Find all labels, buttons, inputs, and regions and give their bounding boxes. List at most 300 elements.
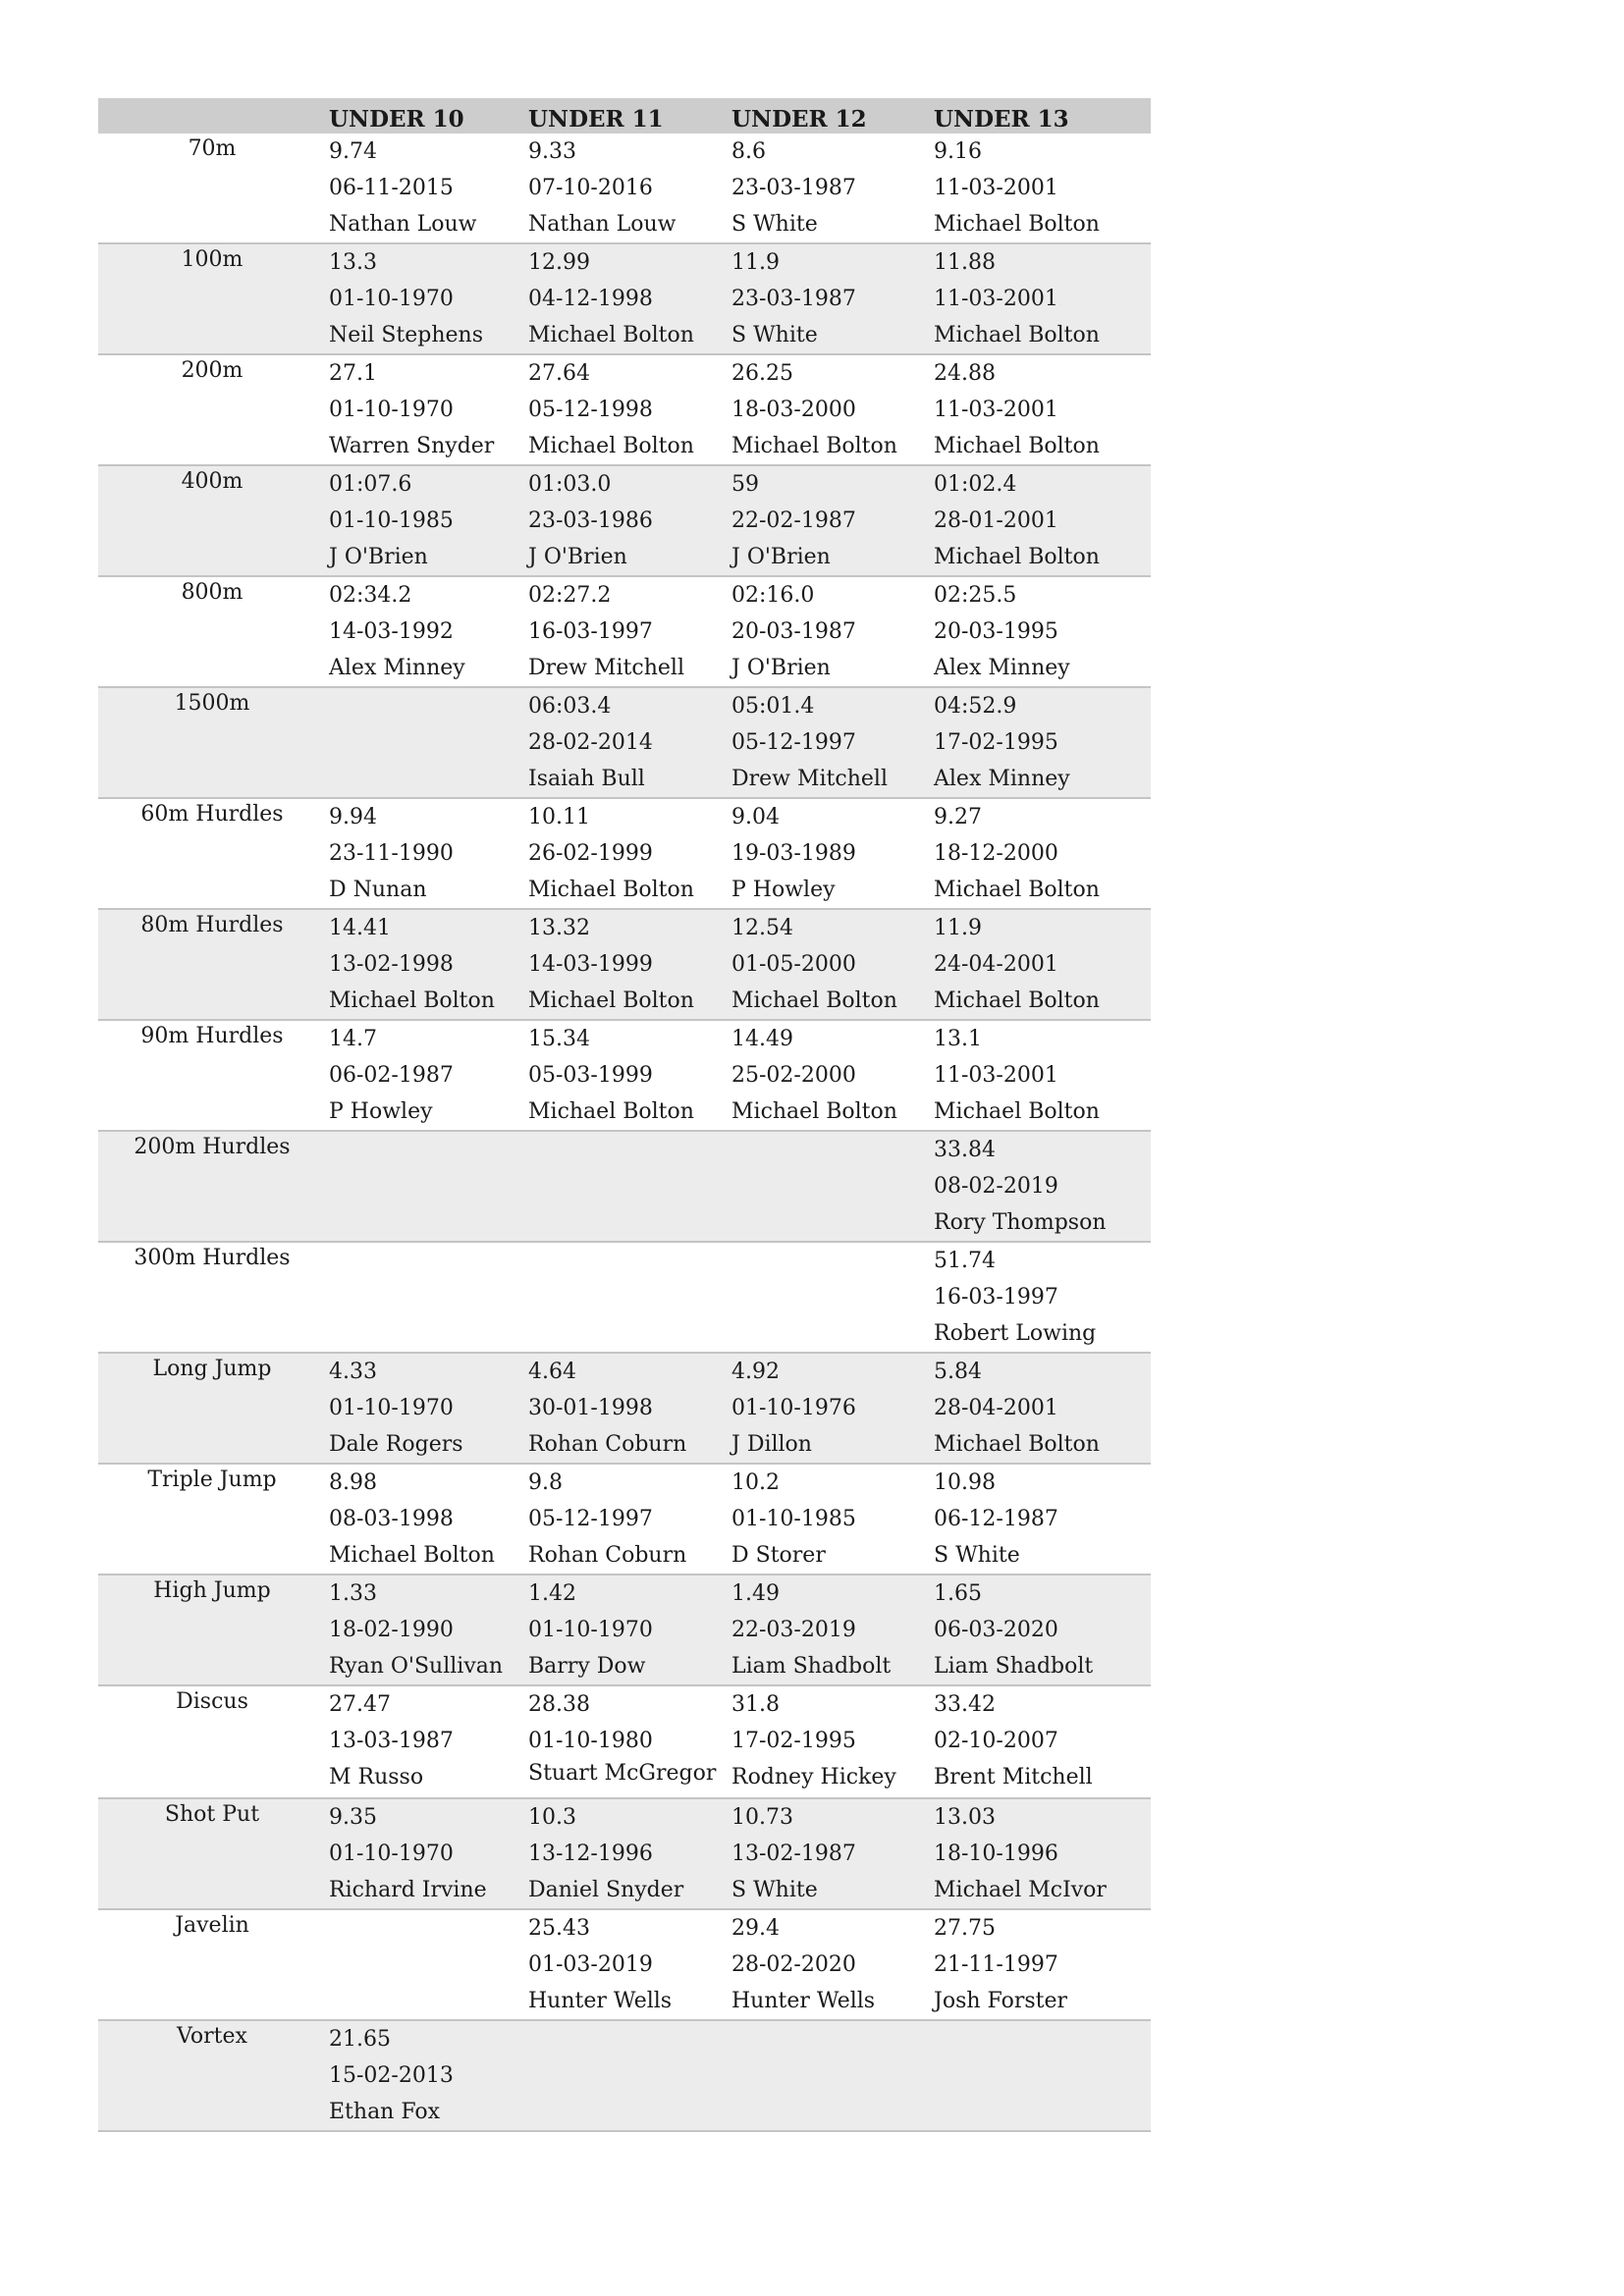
- event-name: 300m Hurdles: [134, 1246, 291, 1270]
- record-mark: 1.49: [731, 1581, 780, 1606]
- record-name: Michael Bolton: [528, 323, 694, 347]
- record-cell: [326, 1575, 525, 1684]
- record-cell: [729, 799, 931, 908]
- event-name: Discus: [176, 1689, 248, 1714]
- record-date: 05-12-1998: [528, 398, 653, 422]
- record-mark: 33.42: [934, 1692, 996, 1717]
- table-header: [98, 98, 1151, 133]
- record-cell: [525, 133, 729, 242]
- record-name: Nathan Louw: [528, 212, 677, 237]
- record-date: 17-02-1995: [731, 1729, 856, 1753]
- event-name: 200m: [181, 358, 244, 383]
- table-row: [98, 910, 1151, 1021]
- record-name: Michael Bolton: [934, 1099, 1100, 1124]
- record-cell: [729, 688, 931, 797]
- record-mark: 11.88: [934, 250, 996, 275]
- record-date: 11-03-2001: [934, 1063, 1058, 1088]
- record-cell: [729, 1354, 931, 1463]
- record-mark: 14.41: [329, 916, 391, 940]
- record-cell: [525, 2021, 729, 2130]
- record-mark: [326, 1132, 525, 1168]
- record-cell: [525, 1686, 729, 1797]
- record-name: S White: [731, 212, 818, 237]
- table-row: [98, 1686, 1151, 1799]
- record-cell: [931, 1799, 1151, 1908]
- record-cell: [729, 1910, 931, 2019]
- record-name: Neil Stephens: [329, 323, 483, 347]
- record-name: [931, 2094, 1151, 2130]
- record-cell: [729, 1686, 931, 1797]
- record-mark: 02:34.2: [329, 583, 412, 608]
- record-name: D Storer: [731, 1543, 826, 1568]
- record-cell: [729, 1132, 931, 1241]
- table-row: [98, 2021, 1151, 2132]
- record-mark: 15.34: [528, 1027, 590, 1051]
- record-cell: [326, 799, 525, 908]
- record-cell: [931, 1686, 1151, 1797]
- record-mark: 1.33: [329, 1581, 377, 1606]
- record-name: J O'Brien: [528, 545, 627, 569]
- record-mark: 28.38: [528, 1692, 590, 1717]
- record-name: P Howley: [731, 878, 836, 902]
- record-mark: 25.43: [528, 1916, 590, 1941]
- header-under-13: UNDER 13: [934, 106, 1069, 133]
- record-mark: 01:03.0: [528, 472, 612, 497]
- record-date: 11-03-2001: [934, 398, 1058, 422]
- table-row: [98, 1243, 1151, 1354]
- record-date: 06-03-2020: [934, 1618, 1058, 1642]
- record-mark: 11.9: [934, 916, 982, 940]
- record-mark: 9.33: [528, 139, 576, 164]
- record-mark: [525, 1243, 729, 1279]
- record-name: Rohan Coburn: [528, 1543, 687, 1568]
- record-cell: [326, 1465, 525, 1574]
- record-mark: 06:03.4: [528, 694, 612, 719]
- record-date: 22-02-1987: [731, 508, 856, 533]
- record-cell: [525, 244, 729, 353]
- record-name: M Russo: [329, 1765, 424, 1789]
- record-date: 06-12-1987: [934, 1507, 1058, 1531]
- record-date: [931, 2057, 1151, 2094]
- record-cell: [931, 1132, 1151, 1241]
- record-date: 01-10-1970: [329, 287, 454, 311]
- record-date: 16-03-1997: [934, 1285, 1058, 1309]
- record-name: Michael Bolton: [934, 545, 1100, 569]
- record-date: 22-03-2019: [731, 1618, 856, 1642]
- header-under-10: UNDER 10: [329, 106, 464, 133]
- record-date: 16-03-1997: [528, 619, 653, 644]
- record-name: J O'Brien: [731, 656, 831, 680]
- record-mark: 9.27: [934, 805, 982, 829]
- record-name: Drew Mitchell: [731, 767, 888, 791]
- event-name: Vortex: [177, 2024, 247, 2049]
- record-cell: [326, 577, 525, 686]
- record-mark: 8.98: [329, 1470, 377, 1495]
- record-cell: [729, 2021, 931, 2130]
- record-name: Michael Bolton: [731, 434, 897, 458]
- record-name: Michael Bolton: [528, 878, 694, 902]
- record-name: Michael Bolton: [528, 988, 694, 1013]
- record-name: [729, 1315, 931, 1352]
- record-date: 23-11-1990: [329, 841, 454, 866]
- record-name: Michael Bolton: [934, 1432, 1100, 1457]
- record-cell: [326, 133, 525, 242]
- record-mark: 02:16.0: [731, 583, 815, 608]
- record-mark: [729, 1243, 931, 1279]
- record-name: [326, 761, 525, 797]
- record-date: 20-03-1987: [731, 619, 856, 644]
- record-mark: 01:07.6: [329, 472, 412, 497]
- record-name: Stuart McGregor: [528, 1761, 717, 1786]
- record-cell: [326, 1021, 525, 1130]
- record-cell: [931, 688, 1151, 797]
- record-mark: 1.65: [934, 1581, 982, 1606]
- record-name: Michael Bolton: [731, 988, 897, 1013]
- record-name: Isaiah Bull: [528, 767, 645, 791]
- record-mark: [326, 688, 525, 724]
- record-name: J Dillon: [731, 1432, 812, 1457]
- record-date: 04-12-1998: [528, 287, 653, 311]
- record-date: 01-10-1976: [731, 1396, 856, 1420]
- record-cell: [525, 910, 729, 1019]
- record-name: Hunter Wells: [731, 1989, 876, 2013]
- table-row: [98, 1910, 1151, 2021]
- record-mark: 31.8: [731, 1692, 780, 1717]
- record-date: 01-10-1985: [731, 1507, 856, 1531]
- record-mark: 4.64: [528, 1360, 576, 1384]
- event-name: Long Jump: [152, 1357, 272, 1381]
- record-cell: [525, 1354, 729, 1463]
- record-name: Michael Bolton: [731, 1099, 897, 1124]
- record-mark: [525, 2021, 729, 2057]
- table-row: [98, 244, 1151, 355]
- record-cell: [525, 1910, 729, 2019]
- record-name: P Howley: [329, 1099, 433, 1124]
- event-name: 800m: [181, 580, 244, 605]
- record-name: Ethan Fox: [329, 2100, 441, 2124]
- event-name: 70m: [188, 136, 237, 161]
- record-date: 05-12-1997: [528, 1507, 653, 1531]
- record-mark: 01:02.4: [934, 472, 1017, 497]
- record-name: Michael Bolton: [528, 1099, 694, 1124]
- record-name: Liam Shadbolt: [731, 1654, 892, 1679]
- record-name: Michael Bolton: [934, 988, 1100, 1013]
- record-date: 05-03-1999: [528, 1063, 653, 1088]
- record-date: 18-12-2000: [934, 841, 1058, 866]
- record-date: 14-03-1999: [528, 952, 653, 977]
- record-mark: 05:01.4: [731, 694, 815, 719]
- table-row: [98, 799, 1151, 910]
- record-mark: 9.04: [731, 805, 780, 829]
- record-date: 01-03-2019: [528, 1952, 653, 1977]
- record-mark: 33.84: [934, 1138, 996, 1162]
- record-name: Warren Snyder: [329, 434, 495, 458]
- record-date: [525, 1279, 729, 1315]
- record-name: [729, 2094, 931, 2130]
- record-date: [326, 1168, 525, 1204]
- record-name: Alex Minney: [934, 656, 1070, 680]
- table-row: [98, 1575, 1151, 1686]
- record-name: Rory Thompson: [934, 1210, 1107, 1235]
- record-name: Michael Bolton: [329, 1543, 495, 1568]
- record-date: 13-02-1987: [731, 1842, 856, 1866]
- record-date: [729, 1279, 931, 1315]
- record-name: Rodney Hickey: [731, 1765, 896, 1789]
- record-name: Alex Minney: [329, 656, 465, 680]
- records-table: [98, 98, 1151, 2132]
- record-mark: 9.16: [934, 139, 982, 164]
- record-date: 13-12-1996: [528, 1842, 653, 1866]
- record-cell: [525, 799, 729, 908]
- record-name: Brent Mitchell: [934, 1765, 1093, 1789]
- record-cell: [729, 1575, 931, 1684]
- record-name: Richard Irvine: [329, 1878, 487, 1902]
- record-name: D Nunan: [329, 878, 427, 902]
- record-name: Daniel Snyder: [528, 1878, 684, 1902]
- record-date: 28-04-2001: [934, 1396, 1058, 1420]
- record-date: 01-10-1980: [528, 1729, 653, 1753]
- record-mark: 27.75: [934, 1916, 996, 1941]
- record-mark: 27.1: [329, 361, 377, 386]
- record-cell: [931, 1910, 1151, 2019]
- record-date: 19-03-1989: [731, 841, 856, 866]
- event-name: 80m Hurdles: [140, 913, 284, 937]
- record-date: 11-03-2001: [934, 287, 1058, 311]
- record-cell: [326, 1243, 525, 1352]
- record-mark: 9.74: [329, 139, 377, 164]
- record-name: [525, 1315, 729, 1352]
- record-cell: [326, 1799, 525, 1908]
- record-cell: [326, 1910, 525, 2019]
- record-date: 21-11-1997: [934, 1952, 1058, 1977]
- event-name: High Jump: [153, 1578, 271, 1603]
- record-mark: [729, 1132, 931, 1168]
- table-body: [98, 133, 1151, 2132]
- record-name: S White: [934, 1543, 1020, 1568]
- record-mark: 21.65: [329, 2027, 391, 2052]
- record-cell: [931, 2021, 1151, 2130]
- record-mark: 9.94: [329, 805, 377, 829]
- record-mark: 12.99: [528, 250, 590, 275]
- table-row: [98, 1132, 1151, 1243]
- record-cell: [931, 466, 1151, 575]
- record-name: Drew Mitchell: [528, 656, 684, 680]
- record-date: [326, 1279, 525, 1315]
- record-date: 01-10-1970: [329, 398, 454, 422]
- record-date: [326, 1947, 525, 1983]
- table-row: [98, 355, 1151, 466]
- record-name: J O'Brien: [731, 545, 831, 569]
- record-mark: 10.73: [731, 1805, 793, 1830]
- record-mark: 27.47: [329, 1692, 391, 1717]
- record-date: 18-10-1996: [934, 1842, 1058, 1866]
- record-cell: [931, 799, 1151, 908]
- record-name: S White: [731, 1878, 818, 1902]
- record-cell: [729, 133, 931, 242]
- record-name: [729, 1204, 931, 1241]
- record-mark: 27.64: [528, 361, 590, 386]
- record-cell: [931, 1243, 1151, 1352]
- record-date: 28-02-2014: [528, 730, 653, 755]
- record-name: [525, 2094, 729, 2130]
- record-name: Michael Bolton: [934, 878, 1100, 902]
- record-cell: [525, 1243, 729, 1352]
- record-date: 23-03-1987: [731, 176, 856, 200]
- record-name: Michael Bolton: [934, 434, 1100, 458]
- table-row: [98, 1465, 1151, 1575]
- record-date: 14-03-1992: [329, 619, 454, 644]
- record-cell: [729, 910, 931, 1019]
- record-cell: [326, 1354, 525, 1463]
- record-mark: [931, 2021, 1151, 2057]
- record-date: 02-10-2007: [934, 1729, 1058, 1753]
- record-date: 25-02-2000: [731, 1063, 856, 1088]
- record-date: 28-01-2001: [934, 508, 1058, 533]
- record-cell: [931, 1354, 1151, 1463]
- record-name: Dale Rogers: [329, 1432, 463, 1457]
- record-name: Liam Shadbolt: [934, 1654, 1094, 1679]
- event-name: 200m Hurdles: [134, 1135, 291, 1159]
- record-cell: [326, 688, 525, 797]
- record-name: Michael Bolton: [934, 212, 1100, 237]
- event-name: 60m Hurdles: [140, 802, 284, 827]
- record-date: [729, 1168, 931, 1204]
- event-name: 90m Hurdles: [140, 1024, 284, 1048]
- record-mark: 10.98: [934, 1470, 996, 1495]
- record-cell: [729, 466, 931, 575]
- record-date: 01-10-1970: [329, 1396, 454, 1420]
- record-date: 30-01-1998: [528, 1396, 653, 1420]
- record-cell: [326, 466, 525, 575]
- record-mark: [326, 1910, 525, 1947]
- record-date: 07-10-2016: [528, 176, 653, 200]
- record-date: 13-03-1987: [329, 1729, 454, 1753]
- record-date: 01-05-2000: [731, 952, 856, 977]
- record-mark: 24.88: [934, 361, 996, 386]
- record-cell: [729, 577, 931, 686]
- record-date: [525, 1168, 729, 1204]
- record-cell: [525, 688, 729, 797]
- record-date: 28-02-2020: [731, 1952, 856, 1977]
- record-date: 01-10-1970: [329, 1842, 454, 1866]
- record-date: 15-02-2013: [329, 2063, 454, 2088]
- record-date: 18-03-2000: [731, 398, 856, 422]
- record-name: Barry Dow: [528, 1654, 646, 1679]
- record-date: 06-11-2015: [329, 176, 454, 200]
- record-cell: [931, 577, 1151, 686]
- record-name: Michael McIvor: [934, 1878, 1107, 1902]
- record-mark: 9.8: [528, 1470, 563, 1495]
- record-name: Alex Minney: [934, 767, 1070, 791]
- record-mark: 13.3: [329, 250, 377, 275]
- record-mark: 11.9: [731, 250, 780, 275]
- event-name: 1500m: [174, 691, 250, 716]
- record-name: J O'Brien: [329, 545, 428, 569]
- record-date: 18-02-1990: [329, 1618, 454, 1642]
- table-row: [98, 1021, 1151, 1132]
- record-name: Hunter Wells: [528, 1989, 673, 2013]
- record-cell: [525, 355, 729, 464]
- record-cell: [931, 1575, 1151, 1684]
- record-cell: [729, 355, 931, 464]
- record-mark: 14.7: [329, 1027, 377, 1051]
- record-name: Ryan O'Sullivan: [329, 1654, 504, 1679]
- record-date: 08-03-1998: [329, 1507, 454, 1531]
- record-cell: [931, 1021, 1151, 1130]
- record-date: 17-02-1995: [934, 730, 1058, 755]
- record-mark: 13.03: [934, 1805, 996, 1830]
- record-cell: [525, 1465, 729, 1574]
- record-date: 23-03-1986: [528, 508, 653, 533]
- record-mark: 10.3: [528, 1805, 576, 1830]
- record-date: 08-02-2019: [934, 1174, 1058, 1199]
- record-cell: [326, 1132, 525, 1241]
- record-date: [326, 724, 525, 761]
- record-mark: 02:27.2: [528, 583, 612, 608]
- record-cell: [326, 1686, 525, 1797]
- record-name: Nathan Louw: [329, 212, 477, 237]
- record-name: [326, 1204, 525, 1241]
- record-date: 06-02-1987: [329, 1063, 454, 1088]
- event-name: 100m: [181, 247, 244, 272]
- record-cell: [525, 1021, 729, 1130]
- record-cell: [931, 133, 1151, 242]
- record-mark: 10.2: [731, 1470, 780, 1495]
- record-name: [326, 1315, 525, 1352]
- record-date: 23-03-1987: [731, 287, 856, 311]
- record-cell: [326, 910, 525, 1019]
- table-row: [98, 577, 1151, 688]
- record-cell: [525, 466, 729, 575]
- record-name: Rohan Coburn: [528, 1432, 687, 1457]
- event-name: Shot Put: [164, 1802, 260, 1827]
- record-date: 13-02-1998: [329, 952, 454, 977]
- record-mark: 10.11: [528, 805, 590, 829]
- table-row: [98, 1354, 1151, 1465]
- record-mark: 1.42: [528, 1581, 576, 1606]
- record-cell: [729, 244, 931, 353]
- record-date: 01-10-1985: [329, 508, 454, 533]
- record-mark: 14.49: [731, 1027, 793, 1051]
- record-name: Michael Bolton: [934, 323, 1100, 347]
- record-name: S White: [731, 323, 818, 347]
- record-name: Robert Lowing: [934, 1321, 1097, 1346]
- record-cell: [931, 244, 1151, 353]
- header-under-11: UNDER 11: [528, 106, 664, 133]
- record-mark: 26.25: [731, 361, 793, 386]
- record-cell: [729, 1799, 931, 1908]
- record-cell: [931, 1465, 1151, 1574]
- record-cell: [326, 355, 525, 464]
- record-cell: [525, 577, 729, 686]
- record-mark: 02:25.5: [934, 583, 1017, 608]
- record-mark: 51.74: [934, 1249, 996, 1273]
- record-mark: 5.84: [934, 1360, 982, 1384]
- record-mark: 9.35: [329, 1805, 377, 1830]
- record-cell: [729, 1243, 931, 1352]
- record-date: 05-12-1997: [731, 730, 856, 755]
- record-name: Michael Bolton: [528, 434, 694, 458]
- record-date: 24-04-2001: [934, 952, 1058, 977]
- record-mark: 8.6: [731, 139, 766, 164]
- record-mark: [326, 1243, 525, 1279]
- table-row: [98, 688, 1151, 799]
- event-name: Javelin: [175, 1913, 249, 1938]
- record-cell: [729, 1465, 931, 1574]
- record-name: [525, 1204, 729, 1241]
- record-mark: 29.4: [731, 1916, 780, 1941]
- event-name: Triple Jump: [147, 1468, 277, 1492]
